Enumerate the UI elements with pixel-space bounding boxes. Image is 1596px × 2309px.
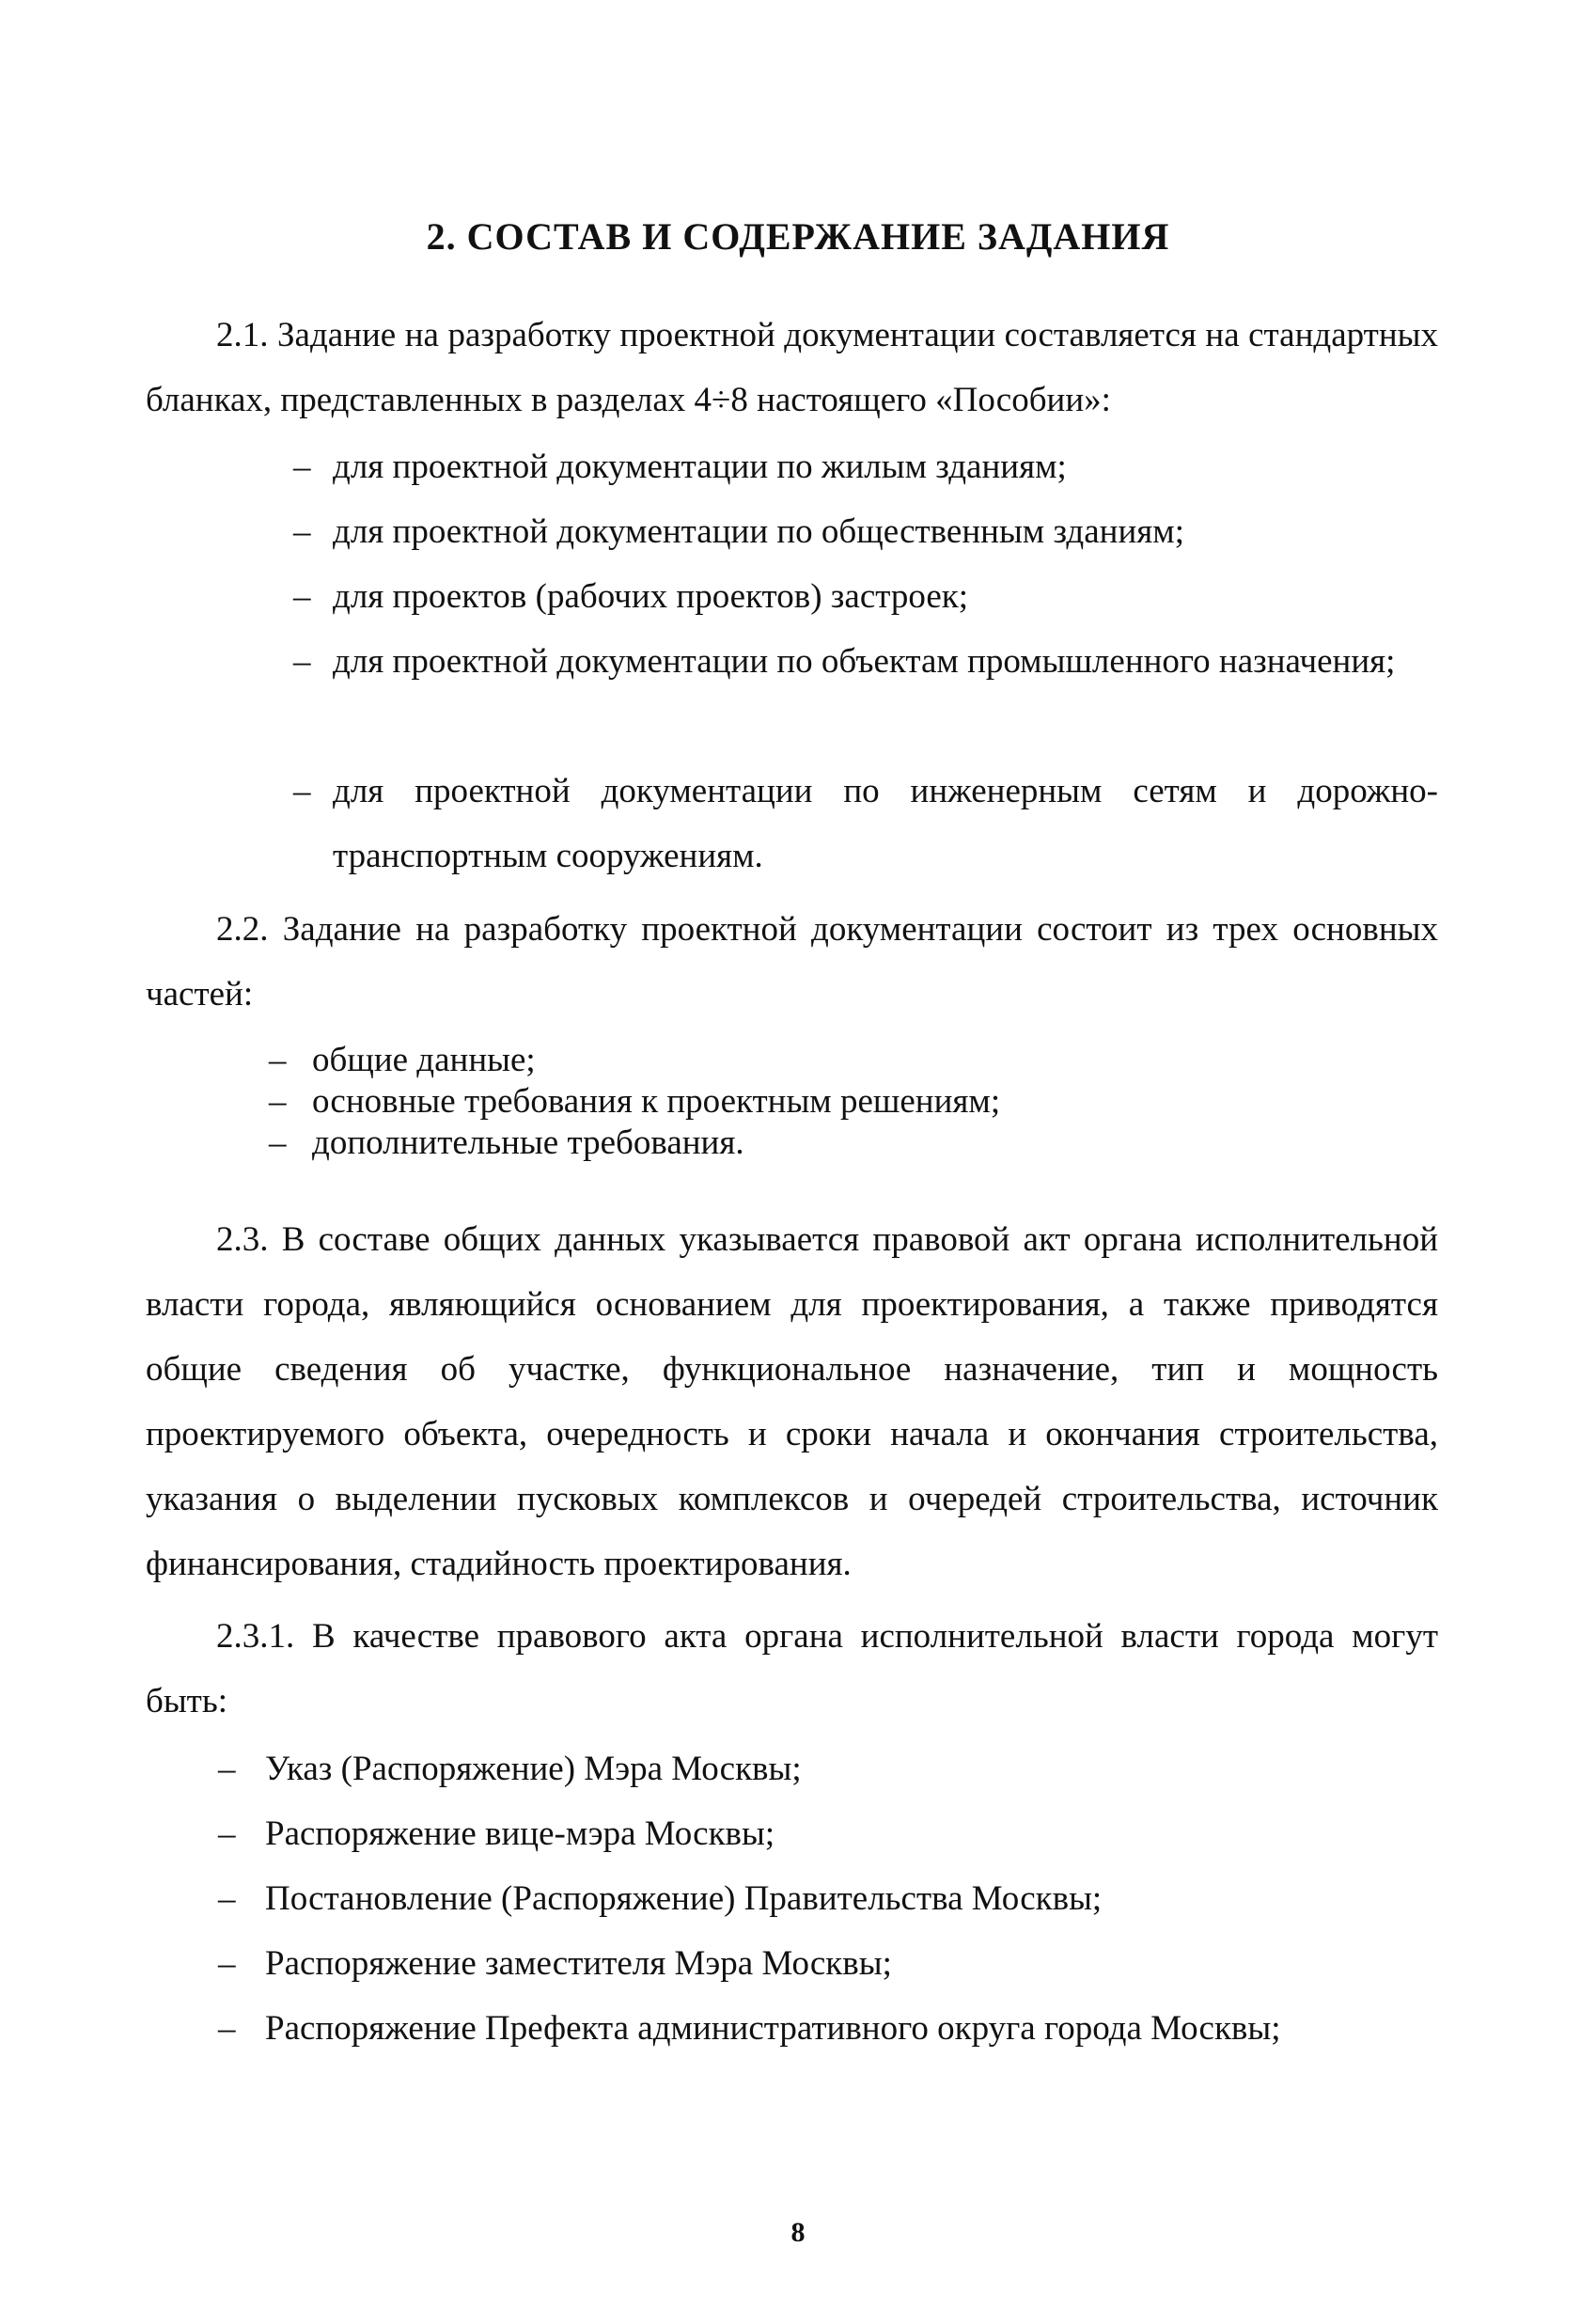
list-item: для проектной документации по объектам промышленного назначения;: [333, 642, 1396, 681]
list-item: общие данные;: [312, 1041, 536, 1079]
list-item: Распоряжение заместителя Мэра Москвы;: [265, 1944, 892, 1983]
list-item: Распоряжение Префекта административного округа города Москвы;: [265, 2009, 1281, 2048]
list-dash: –: [218, 1944, 236, 1983]
list-dash: –: [293, 577, 311, 616]
list-item: Распоряжение вице-мэра Москвы;: [265, 1814, 775, 1853]
list-dash: –: [218, 1750, 236, 1788]
list-dash: –: [269, 1041, 287, 1079]
list-item: для проектной документации по общественным зданиям;: [333, 512, 1184, 551]
list-dash: –: [269, 1082, 287, 1121]
list-dash: –: [218, 1879, 236, 1918]
paragraph-2-3-1: 2.3.1. В качестве правового акта органа исполнительной власти города могут быть:: [146, 1617, 1438, 1720]
list-item: Указ (Распоряжение) Мэра Москвы;: [265, 1750, 802, 1788]
list-dash: –: [293, 642, 311, 681]
paragraph-2-1: 2.1. Задание на разработку проектной документации составляется на стандартных бланках, представленных в разделах 4÷8 настоящего «Пособии»:: [146, 316, 1438, 419]
page-number: 8: [790, 2217, 806, 2248]
list-dash: –: [218, 1814, 236, 1853]
list-item: Постановление (Распоряжение) Правительства Москвы;: [265, 1879, 1103, 1918]
paragraph-2-3: 2.3. В составе общих данных указывается правовой акт органа исполнительной власти города, являющийся основанием для проектирования, а также приводятся общие сведения об участке, функциональное назначение, тип и мощность проектируемого объекта, очередность и сроки начала и окончания строительства, указания о выделении пусковых комплексов и очередей строительства, источник финансирования, стадийность проектирования.: [146, 1220, 1438, 1583]
list-item: дополнительные требования.: [312, 1123, 744, 1162]
list-item: основные требования к проектным решениям;: [312, 1082, 1001, 1121]
list-item: для проектной документации по инженерным сетям и дорожно-транспортным сооружениям.: [333, 772, 1438, 875]
section-heading: 2. СОСТАВ И СОДЕРЖАНИЕ ЗАДАНИЯ: [426, 215, 1170, 258]
list-dash: –: [293, 512, 311, 551]
list-dash: –: [293, 772, 311, 810]
list-dash: –: [218, 2009, 236, 2048]
list-dash: –: [293, 448, 311, 486]
list-item: для проектной документации по жилым зданиям;: [333, 448, 1067, 486]
list-dash: –: [269, 1123, 287, 1162]
list-item: для проектов (рабочих проектов) застроек;: [333, 577, 968, 616]
paragraph-2-2: 2.2. Задание на разработку проектной документации состоит из трех основных частей:: [146, 910, 1438, 1013]
